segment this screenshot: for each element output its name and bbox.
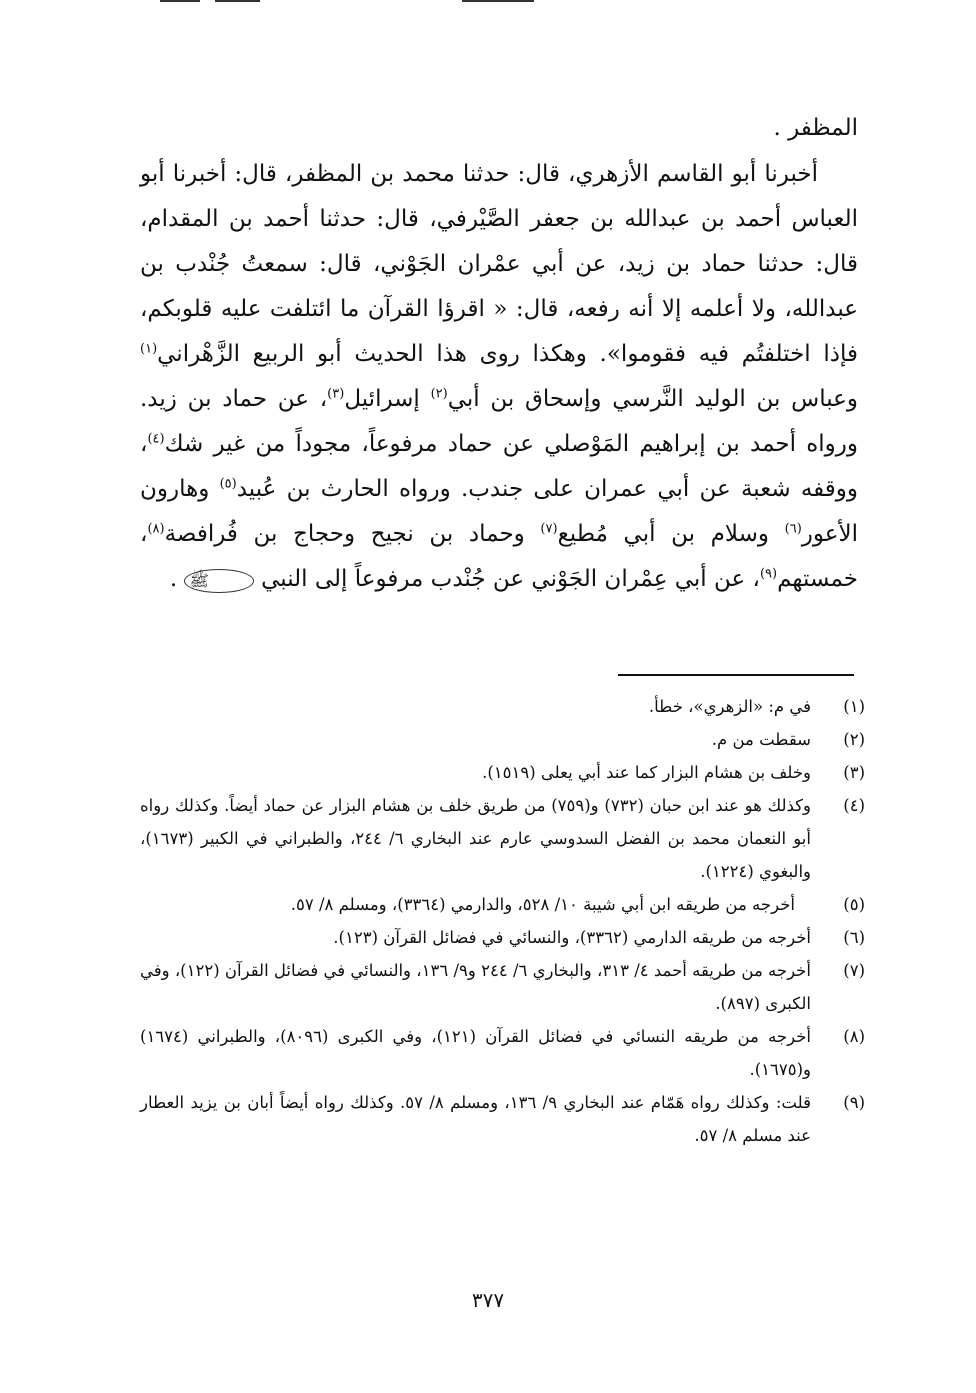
footnote-number: (٤): [843, 796, 865, 815]
footnote-text: أخرجه من طريقه الدارمي (٣٣٦٢)، والنسائي في فضائل القرآن (١٢٣).: [333, 928, 811, 947]
paragraph-text: وهارون الأعور: [140, 476, 859, 547]
paragraph-text: ، عن حماد بن زيد. ورواه أحمد بن إبراهيم المَوْصلي عن حماد مرفوعاً، مجوداً من غير شك: [140, 386, 858, 457]
footnote-text: وخلف بن هشام البزار كما عند أبي يعلى (١٥١٩).: [482, 763, 811, 782]
paragraph-text: ، خمستهم: [140, 521, 858, 592]
scan-edge-mark: [215, 0, 260, 2]
paragraph-text: ، عن أبي عِمْران الجَوْني عن جُنْدب مرفوعاً إلى النبي: [253, 566, 760, 592]
paragraph-end: .: [169, 566, 185, 592]
footnote: [140, 789, 865, 888]
footnote: [140, 723, 865, 756]
footnote-text: في م: «الزهري»، خطأ.: [648, 697, 811, 716]
main-text: [140, 108, 858, 602]
footnote: [140, 921, 865, 954]
footnote-number: (٧): [843, 961, 865, 980]
footnote-number: (٣): [843, 763, 865, 782]
paragraph-text: وحماد بن نجيح وحجاج بن فُرافصة: [164, 521, 541, 547]
paragraph-text: وسلام بن أبي مُطيع: [557, 521, 785, 547]
paragraph-text: إسرائيل: [344, 386, 431, 412]
footnote-number: (٩): [843, 1093, 865, 1112]
continued-word: المظفر .: [773, 115, 858, 141]
paragraph-text: أخبرنا أبو القاسم الأزهري، قال: حدثنا محمد بن المظفر، قال: أخبرنا أبو العباس أحمد بن عبدالله بن جعفر الصَّيْرفي، قال: حدثنا أحمد بن المقدام، قال: حدثنا حماد بن زيد، عن أبي عمْران الجَوْني، قال: سمعتُ جُنْدب بن عبدالله، ولا أعلمه إلا أنه رفعه، قال: « اقرؤا القرآن ما ائتلفت عليه قلوبكم، فإذا اختلفتُم فيه فقوموا». وهكذا روى هذا الحديث أبو الربيع الزَّهْراني: [140, 161, 858, 367]
footnote-text: وكذلك هو عند ابن حبان (٧٣٢) و(٧٥٩) من طريق خلف بن هشام البزار عن حماد أيضاً. وكذلك رواه أبو النعمان محمد بن الفضل السدوسي عارم عند البخاري ٦/ ٢٤٤، والطبراني في الكبير (١٦٧٣)، والبغوي (١٢٢٤).: [140, 796, 811, 881]
footnote: [140, 954, 865, 1020]
page-number: ٣٧٧: [471, 1288, 505, 1312]
footnote-number: (٥): [843, 895, 865, 914]
footnote-text: أخرجه من طريقه ابن أبي شيبة ١٠/ ٥٢٨، والدارمي (٣٣٦٤)، ومسلم ٨/ ٥٧.: [290, 895, 795, 914]
footnote: [140, 756, 865, 789]
footnote-number: (٦): [843, 928, 865, 947]
honorific-seal-icon: ﷺ: [184, 569, 253, 593]
footnote: [140, 1020, 865, 1086]
footnote-text: أخرجه من طريقه النسائي في فضائل القرآن (١٢١)، وفي الكبرى (٨٠٩٦)، والطبراني (١٦٧٤) و(١٦٧٥).: [140, 1027, 811, 1079]
footnote-ref-1: (١): [140, 341, 158, 357]
footnote-ref-8: (٨): [147, 521, 165, 537]
paragraph-text: ، ووقفه شعبة عن أبي عمران على جندب. ورواه الحارث بن عُبيد: [140, 431, 858, 502]
footnote-ref-2: (٢): [430, 386, 448, 402]
footnotes: [140, 690, 865, 1152]
body-paragraph: [140, 152, 858, 602]
footnote-text: أخرجه من طريقه أحمد ٤/ ٣١٣، والبخاري ٦/ ٢٤٤ و٩/ ١٣٦، والنسائي في فضائل القرآن (١٢٢)، وفي الكبرى (٨٩٧).: [140, 961, 811, 1013]
footnote-number: (١): [843, 697, 865, 716]
footnote-ref-3: (٣): [327, 386, 345, 402]
footnote-text: سقطت من م.: [711, 730, 811, 749]
footnote-ref-4: (٤): [147, 431, 165, 447]
footnote-number: (٢): [843, 730, 865, 749]
footnote: [140, 888, 865, 921]
footnote-ref-6: (٦): [784, 521, 802, 537]
footnote: [140, 690, 865, 723]
footnote-ref-5: (٥): [219, 476, 237, 492]
footnote: [140, 1086, 865, 1152]
footnote-number: (٨): [843, 1027, 865, 1046]
footnote-divider: [618, 674, 854, 676]
footnote-ref-9: (٩): [759, 566, 778, 582]
scan-edge-mark: [160, 0, 200, 2]
paragraph-text: وعباس بن الوليد النَّرسي وإسحاق بن أبي: [447, 386, 858, 412]
footnote-ref-7: (٧): [540, 521, 558, 537]
footnote-text: قلت: وكذلك رواه هَمّام عند البخاري ٩/ ١٣٦، ومسلم ٨/ ٥٧. وكذلك رواه أيضاً أبان بن يزيد العطار عند مسلم ٨/ ٥٧.: [140, 1093, 811, 1145]
scan-edge-mark: [462, 0, 534, 2]
